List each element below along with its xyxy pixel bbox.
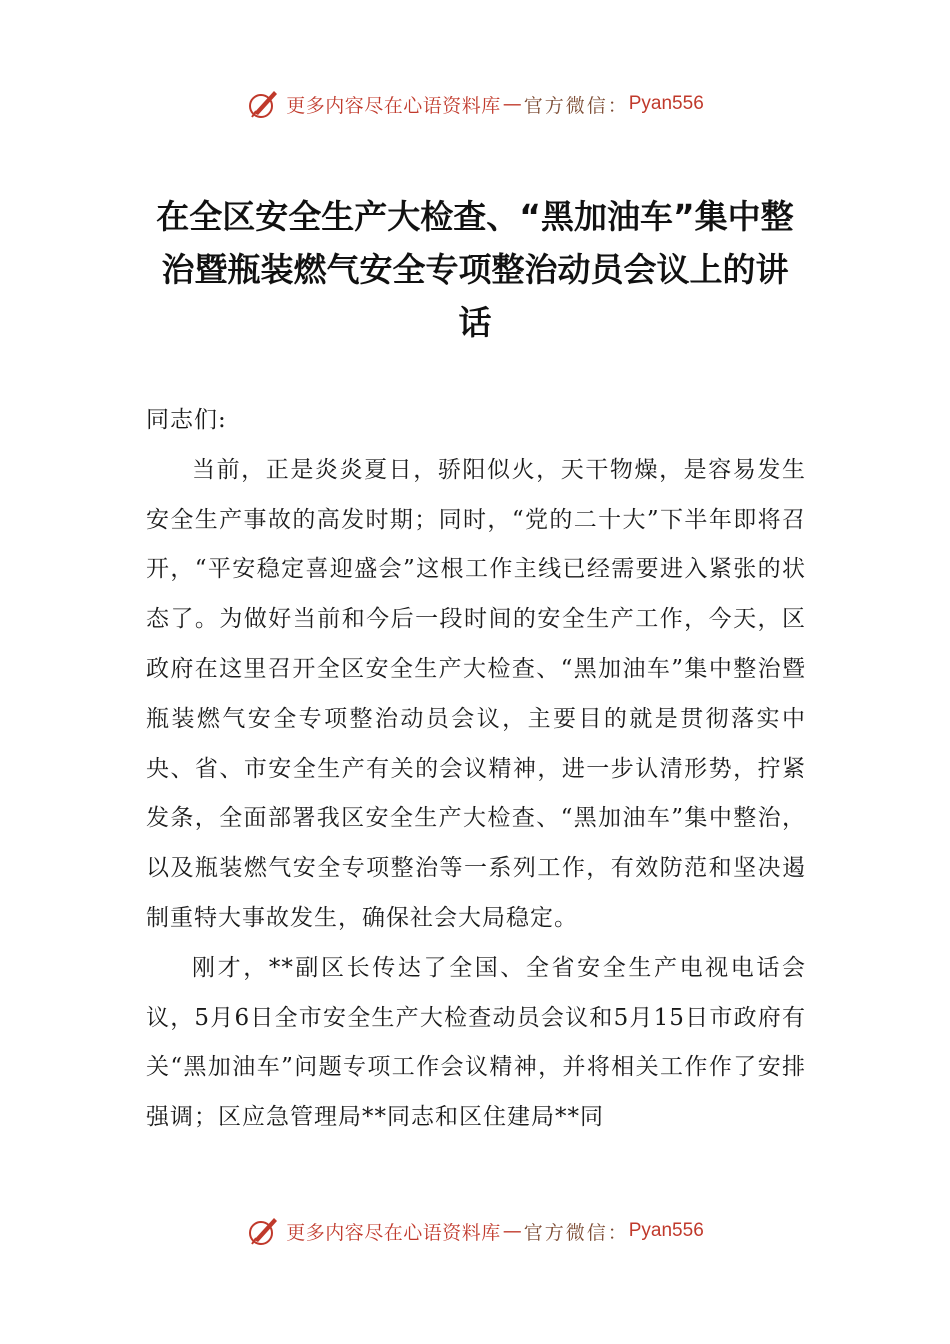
banner-wechat-id: Pyan556	[628, 1220, 704, 1241]
salutation: 同志们:	[146, 407, 227, 433]
footer-banner	[0, 1211, 950, 1251]
header-banner	[0, 84, 950, 124]
banner-separator: —	[502, 1220, 522, 1242]
banner-brand: 更多内容尽在心语资料库	[286, 94, 501, 117]
banner-wechat-id: Pyan556	[628, 93, 704, 114]
paragraph: 刚才，**副区长传达了全国、全省安全生产电视电话会议，5月6日全市安全生产大检查动员会议和5月15日市政府有关“黑加油车”问题专项工作会议精神，并将相关工作作了安排强调；区应急管理局**同志和区住建局**同	[146, 954, 806, 1131]
banner-brand: 更多内容尽在心语资料库	[286, 1221, 501, 1244]
quill-pen-icon	[246, 87, 280, 121]
banner-wechat-label: 官方微信：	[523, 94, 629, 117]
banner-separator: —	[502, 93, 522, 115]
banner-wechat-label: 官方微信：	[523, 1221, 629, 1244]
quill-pen-icon	[246, 1214, 280, 1248]
document-title: 在全区安全生产大检查、“黑加油车”集中整治暨瓶装燃气安全专项整治动员会议上的讲话	[156, 197, 794, 342]
document-body	[146, 396, 806, 1143]
paragraph: 当前，正是炎炎夏日，骄阳似火，天干物燥，是容易发生安全生产事故的高发时期；同时，“党的二十大”下半年即将召开，“平安稳定喜迎盛会”这根工作主线已经需要进入紧张的状态了。为做好当前和今后一段时间的安全生产工作，今天，区政府在这里召开全区安全生产大检查、“黑加油车”集中整治暨瓶装燃气安全专项整治动员会议，主要目的就是贯彻落实中央、省、市安全生产有关的会议精神，进一步认清形势，拧紧发条，全面部署我区安全生产大检查、“黑加油车”集中整治，以及瓶装燃气安全专项整治等一系列工作，有效防范和坚决遏制重特大事故发生，确保社会大局稳定。	[146, 456, 806, 931]
